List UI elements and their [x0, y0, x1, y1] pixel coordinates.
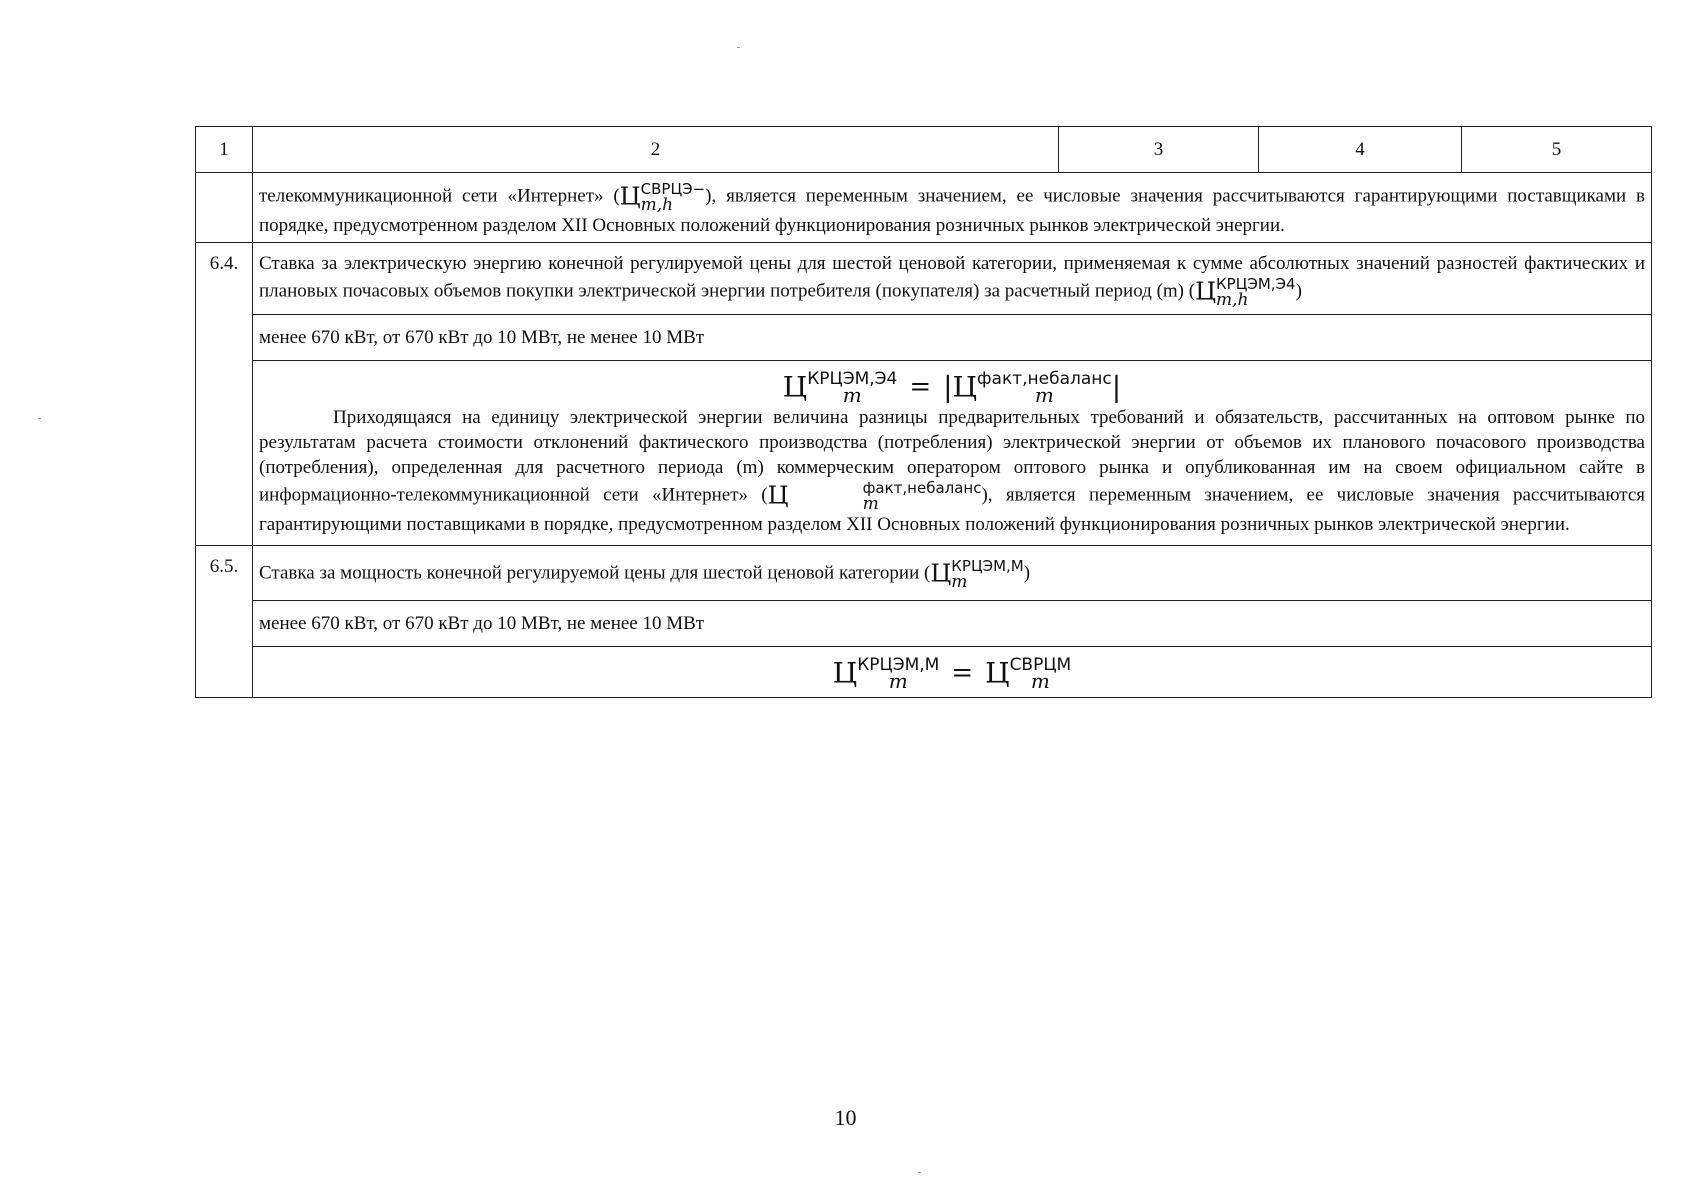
symbol-subscript: m,h [640, 195, 674, 215]
header-col-2: 2 [253, 127, 1059, 173]
formula-6-4: Ц КРЦЭМ,Э4 m = |Ц факт,небаланс m | [782, 369, 1122, 407]
table-row-6-5-formula [196, 647, 1652, 698]
header-col-5: 5 [1462, 127, 1652, 173]
scan-speck [737, 47, 740, 48]
table-row-6-5-title [196, 546, 1652, 601]
power-ranges: менее 670 кВт, от 670 кВт до 10 МВт, не менее 10 МВт [253, 315, 1652, 361]
row-6-4-formula-cell [253, 361, 1652, 546]
price-symbol: Ц [767, 481, 789, 510]
header-col-4: 4 [1259, 127, 1462, 173]
power-ranges: менее 670 кВт, от 670 кВт до 10 МВт, не менее 10 МВт [253, 601, 1652, 647]
scan-speck [38, 418, 41, 419]
scan-speck [918, 1172, 921, 1173]
table-row-continuation [196, 173, 1652, 243]
row-6-5-formula-cell [253, 647, 1652, 698]
price-symbol: Ц [1195, 277, 1217, 306]
table-row-6-5-ranges [196, 601, 1652, 647]
row-number-empty [196, 173, 253, 243]
table-row-6-4-title [196, 243, 1652, 315]
header-col-1: 1 [196, 127, 253, 173]
continuation-text: телекоммуникационной сети «Интернет» (Ц СВРЦЭ− m,h ), является переменным значением, ее числовые значения рассчитываются гарантирующими поставщиками в порядке, предусмотренном разделом XII Основных положений функционирования розничных рынков электрической энергии. [253, 173, 1652, 243]
formula-6-4-description: Приходящаяся на единицу электрической энергии величина разницы предварительных требований и обязательств, рассчитанных на оптовом рынке по результатам расчета стоимости отклонений фактического производства (потребления) электрической энергии от объемов их планового почасового производства (потребления), определенная для расчетного периода (m) коммерческим оператором оптового рынка и опубликованная им на своем официальном сайте в информационно-телекоммуникационной сети «Интернет» (Ц факт,небаланс m ), является переменным значением, ее числовые значения рассчитываются гарантирующими поставщиками в порядке, предусмотренном разделом XII Основных положений функционирования розничных рынков электрической энергии. [259, 407, 1645, 535]
symbol-superscript: КРЦЭМ,Э4 [1216, 275, 1296, 293]
symbol-superscript: СВРЦЭ− [640, 180, 706, 198]
price-symbol: Ц [619, 182, 641, 211]
price-symbol: Ц [930, 559, 952, 588]
table-row-6-4-ranges [196, 315, 1652, 361]
row-6-5-title: Ставка за мощность конечной регулируемой цены для шестой ценовой категории (Ц КРЦЭМ,М m ) [253, 546, 1652, 601]
formula-6-5: Ц КРЦЭМ,М m = Ц СВРЦМ m [832, 655, 1072, 693]
tariff-table [195, 126, 1652, 698]
symbol-subscript: m,h [1216, 290, 1249, 310]
header-col-3: 3 [1059, 127, 1259, 173]
page-number: 10 [834, 1105, 857, 1130]
row-6-4-title: Ставка за электрическую энергию конечной регулируемой цены для шестой ценовой категории, применяемая к сумме абсолютных значений разностей фактических и плановых почасовых объемов покупки электрической энергии потребителя (покупателя) за расчетный период (m) (Ц КРЦЭМ,Э4 m,h ) [253, 243, 1652, 315]
table-row-6-4-formula [196, 361, 1652, 546]
row-number: 6.5. [196, 546, 253, 698]
table-header-row [196, 127, 1652, 173]
row-number: 6.4. [196, 243, 253, 546]
